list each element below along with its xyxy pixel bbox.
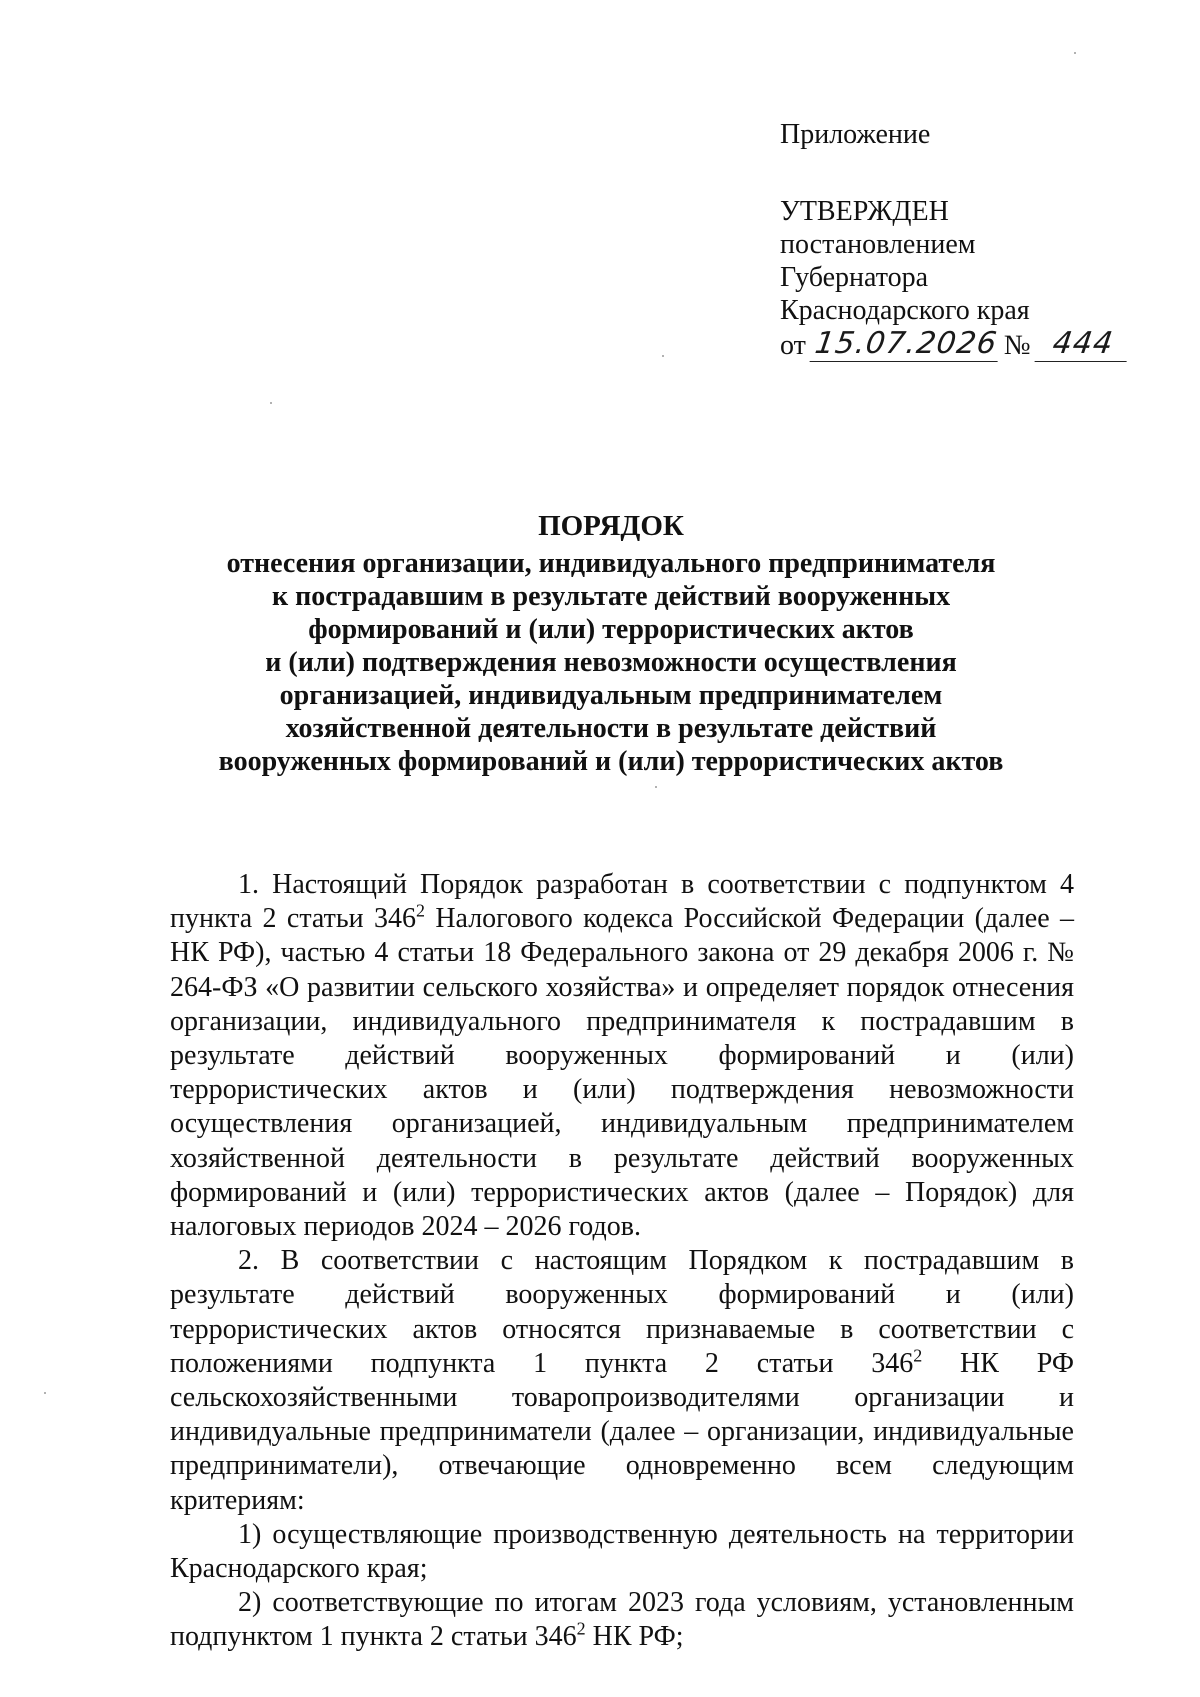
approval-line-decree: постановлением bbox=[780, 229, 976, 260]
scan-speck bbox=[44, 1392, 46, 1394]
superscript: 2 bbox=[576, 1619, 586, 1640]
document-title bbox=[150, 510, 1072, 778]
title-heading: ПОРЯДОК bbox=[538, 510, 684, 542]
paragraph-2-text-b: НК РФ сельскохозяйственными товаропроизводителями организации и индивидуальные предприниматели (далее – организации, индивидуальные предприниматели), отвечающие одновременно всем следующим критериям: bbox=[170, 1347, 1074, 1516]
criterion-1: 1) осуществляющие производственную деятельность на территории Краснодарского края; bbox=[170, 1518, 1074, 1585]
scan-speck bbox=[1074, 52, 1076, 54]
criterion-2 bbox=[170, 1586, 1074, 1654]
approval-line-governor: Губернатора bbox=[780, 262, 929, 293]
from-prefix: от bbox=[780, 330, 806, 361]
scan-speck bbox=[270, 402, 272, 404]
title-line: вооруженных формирований и (или) террористических актов bbox=[218, 746, 1004, 777]
criterion-2-text-a: 2) соответствующие по итогам 2023 года условиям, установленным подпунктом 1 пункта 2 статьи 346 bbox=[170, 1587, 1074, 1653]
approved-label: УТВЕРЖДЕН bbox=[780, 196, 949, 227]
handwritten-number: 444 bbox=[1034, 327, 1131, 362]
document-body bbox=[170, 868, 1074, 1655]
title-line: организацией, индивидуальным предпринимателем bbox=[279, 680, 943, 711]
approval-date-number-row bbox=[780, 327, 1129, 362]
paragraph-1 bbox=[170, 868, 1074, 1244]
scan-speck bbox=[655, 786, 657, 788]
number-sign: № bbox=[1003, 330, 1031, 361]
approval-block bbox=[780, 118, 1129, 362]
title-line: отнесения организации, индивидуального предпринимателя bbox=[226, 548, 996, 579]
paragraph-1-text-b: Налогового кодекса Российской Федерации (далее – НК РФ), частью 4 статьи 18 Федерального закона от 29 декабря 2006 г. № 264-ФЗ «О развитии сельского хозяйства» и определяет порядок отнесения организации, индивидуального предпринимателя к пострадавшим в результате действий вооруженных формирований и (или) террористических актов и (или) подтверждения невозможности осуществления организацией, индивидуальным предпринимателем хозяйственной деятельности в результате действий вооруженных формирований и (или) террористических актов (далее – Порядок) для налоговых периодов 2024 – 2026 годов. bbox=[170, 903, 1074, 1243]
title-line: хозяйственной деятельности в результате действий bbox=[285, 713, 937, 744]
title-line: формирований и (или) террористических актов bbox=[308, 614, 914, 645]
paragraph-1-text-a: 1. Настоящий Порядок разработан в соответствии с подпунктом 4 пункта 2 статьи 346 bbox=[170, 869, 1074, 935]
superscript: 2 bbox=[415, 900, 425, 921]
paragraph-2 bbox=[170, 1244, 1074, 1518]
handwritten-date: 15.07.2026 bbox=[809, 327, 1002, 362]
title-line: к пострадавшим в результате действий вооруженных bbox=[271, 581, 951, 612]
scan-speck bbox=[662, 355, 664, 357]
title-line: и (или) подтверждения невозможности осуществления bbox=[265, 647, 957, 678]
attachment-label: Приложение bbox=[780, 119, 931, 150]
paragraph-2-text-a: 2. В соответствии с настоящим Порядком к пострадавшим в результате действий вооруженных формирований и (или) террористических актов относятся признаваемые в соответствии с положениями подпункта 1 пункта 2 статьи 346 bbox=[170, 1245, 1074, 1379]
superscript: 2 bbox=[913, 1345, 923, 1366]
criterion-2-text-b: НК РФ; bbox=[585, 1621, 684, 1653]
approval-line-region: Краснодарского края bbox=[780, 295, 1030, 326]
